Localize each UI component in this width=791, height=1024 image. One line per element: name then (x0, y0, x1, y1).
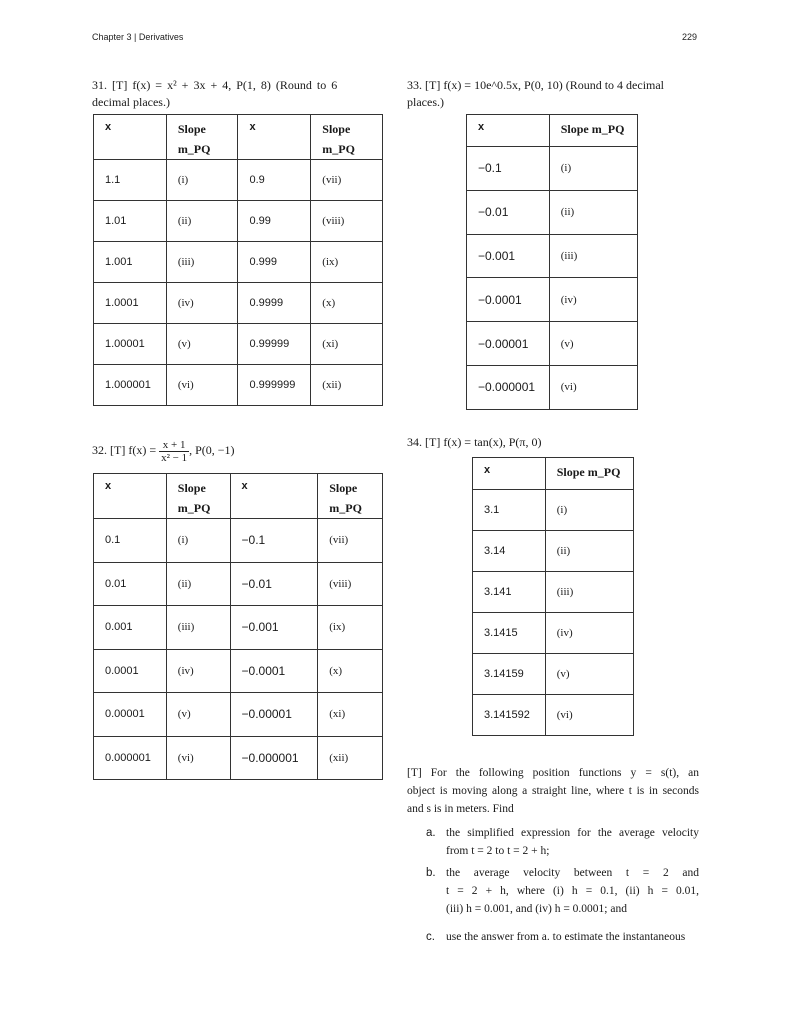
table-cell: 1.000001 (94, 365, 167, 406)
table-cell: 0.001 (94, 606, 167, 650)
col-header: x (230, 474, 318, 519)
col-header: x (94, 474, 167, 519)
list-item-c (426, 928, 699, 948)
table-row (94, 693, 383, 737)
table-cell: (vii) (311, 160, 383, 201)
table-cell: (vi) (166, 736, 230, 780)
item-label: a. (426, 827, 436, 839)
table-row (467, 234, 638, 278)
fraction-numerator: x + 1 (159, 439, 189, 452)
table-row (473, 531, 634, 572)
item-line: (iii) h = 0.001, and (iv) h = 0.0001; and (446, 903, 627, 915)
problem-33-line2: places.) (407, 95, 444, 109)
col-header: x (467, 115, 550, 147)
table-cell: (ii) (166, 562, 230, 606)
table-row (94, 606, 383, 650)
table-cell: (i) (545, 490, 633, 531)
problem-33-statement (407, 75, 699, 112)
table-row (467, 365, 638, 409)
table-cell: (x) (311, 283, 383, 324)
table-cell: 1.00001 (94, 324, 167, 365)
problem-31-line1: 31. [T] f(x) = x² + 3x + 4, P(1, 8) (Round to 6 (92, 78, 338, 92)
table-header-row (473, 458, 634, 490)
col-header: Slope m_PQ (318, 474, 383, 519)
problem-31-statement (92, 75, 382, 112)
table-row (473, 490, 634, 531)
table-cell: 3.1415 (473, 613, 546, 654)
table-cell: −0.01 (467, 190, 550, 234)
problem-32-number: 32. [T] (92, 443, 126, 457)
table-cell: (iv) (545, 613, 633, 654)
problem-34-statement (407, 432, 699, 452)
problem-33-line1: 33. [T] f(x) = 10e^0.5x, P(0, 10) (Round to 4 decimal (407, 78, 665, 92)
col-header: x (94, 115, 167, 160)
table-row (467, 147, 638, 191)
table-cell: (iii) (166, 606, 230, 650)
table-cell: 0.99999 (238, 324, 311, 365)
table-row (467, 322, 638, 366)
table-cell: (v) (166, 693, 230, 737)
item-label: b. (426, 867, 436, 879)
problem-31-table (93, 114, 383, 406)
table-cell: (vii) (318, 519, 383, 563)
table-cell: (iii) (549, 234, 637, 278)
problem-32-point: , P(0, −1) (189, 443, 235, 457)
chapter-title: Chapter 3 | Derivatives (92, 32, 184, 42)
table-cell: 0.999 (238, 242, 311, 283)
table-row (467, 278, 638, 322)
col-header: Slope m_PQ (545, 458, 633, 490)
table-header-row (467, 115, 638, 147)
table-cell: (ix) (318, 606, 383, 650)
table-cell: (xii) (311, 365, 383, 406)
table-row (94, 242, 383, 283)
problem-33-table (466, 114, 638, 410)
table-cell: 0.00001 (94, 693, 167, 737)
fraction-denominator: x² − 1 (161, 451, 188, 464)
table-cell: 0.0001 (94, 649, 167, 693)
table-cell: 3.141592 (473, 695, 546, 736)
position-functions-intro (407, 764, 699, 818)
table-cell: 3.141 (473, 572, 546, 613)
table-cell: (viii) (311, 201, 383, 242)
col-header: Slope m_PQ (166, 474, 230, 519)
table-row (94, 519, 383, 563)
table-cell: (x) (318, 649, 383, 693)
table-cell: 1.1 (94, 160, 167, 201)
table-row (467, 190, 638, 234)
table-cell: (ii) (166, 201, 238, 242)
table-cell: (iii) (545, 572, 633, 613)
col-header: Slope m_PQ (311, 115, 383, 160)
problem-32-lhs: f(x) = (128, 443, 157, 457)
table-cell: 0.9999 (238, 283, 311, 324)
table-cell: −0.01 (230, 562, 318, 606)
list-item-b (426, 864, 699, 922)
table-cell: 1.0001 (94, 283, 167, 324)
table-cell: −0.001 (467, 234, 550, 278)
table-row (473, 695, 634, 736)
table-cell: (i) (549, 147, 637, 191)
table-row (473, 572, 634, 613)
table-cell: (vi) (549, 365, 637, 409)
intro-line: and s is in meters. Find (407, 803, 514, 815)
problem-34-table (472, 457, 634, 736)
page-number: 229 (682, 32, 698, 42)
problem-32-statement (92, 438, 382, 464)
table-cell: −0.00001 (467, 322, 550, 366)
table-cell: (v) (549, 322, 637, 366)
table-cell: (vi) (545, 695, 633, 736)
table-cell: (iv) (549, 278, 637, 322)
item-label: c. (426, 931, 435, 943)
table-cell: (ix) (311, 242, 383, 283)
table-cell: −0.1 (467, 147, 550, 191)
table-cell: (ii) (549, 190, 637, 234)
table-row (94, 160, 383, 201)
table-cell: 1.001 (94, 242, 167, 283)
table-row (473, 654, 634, 695)
table-cell: −0.1 (230, 519, 318, 563)
intro-line: object is moving along a straight line, where t is in seconds (407, 785, 699, 797)
table-cell: 0.999999 (238, 365, 311, 406)
table-cell: (v) (166, 324, 238, 365)
col-header: Slope m_PQ (549, 115, 637, 147)
item-line: use the answer from a. to estimate the instantaneous (446, 931, 686, 943)
table-cell: (viii) (318, 562, 383, 606)
item-line: from t = 2 to t = 2 + h; (446, 845, 550, 857)
table-cell: 0.9 (238, 160, 311, 201)
table-cell: 3.14159 (473, 654, 546, 695)
table-row (94, 649, 383, 693)
table-row (94, 562, 383, 606)
table-cell: (xi) (311, 324, 383, 365)
item-line: the average velocity between t = 2 and (446, 867, 699, 879)
list-item-a (426, 824, 699, 864)
table-cell: −0.000001 (230, 736, 318, 780)
table-header-row (94, 474, 383, 519)
table-cell: −0.001 (230, 606, 318, 650)
table-cell: −0.00001 (230, 693, 318, 737)
table-row (94, 736, 383, 780)
table-cell: −0.0001 (467, 278, 550, 322)
table-cell: 0.1 (94, 519, 167, 563)
problem-32-table (93, 473, 383, 780)
col-header: x (473, 458, 546, 490)
table-cell: (xii) (318, 736, 383, 780)
table-cell: (i) (166, 160, 238, 201)
col-header: x (238, 115, 311, 160)
table-cell: (xi) (318, 693, 383, 737)
intro-line: [T] For the following position functions y = s(t), an (407, 767, 699, 779)
table-cell: (ii) (545, 531, 633, 572)
col-header: Slope m_PQ (166, 115, 238, 160)
table-cell: (iv) (166, 649, 230, 693)
table-header-row (94, 115, 383, 160)
table-cell: 0.99 (238, 201, 311, 242)
table-cell: (i) (166, 519, 230, 563)
table-row (94, 201, 383, 242)
table-row (94, 283, 383, 324)
table-row (473, 613, 634, 654)
table-cell: 3.1 (473, 490, 546, 531)
table-cell: 3.14 (473, 531, 546, 572)
table-cell: 0.01 (94, 562, 167, 606)
table-cell: (iv) (166, 283, 238, 324)
problem-32-fraction (159, 439, 189, 464)
item-line: the simplified expression for the average velocity (446, 827, 699, 839)
table-cell: −0.0001 (230, 649, 318, 693)
problem-34-line1: 34. [T] f(x) = tan(x), P(π, 0) (407, 435, 542, 449)
table-cell: 0.000001 (94, 736, 167, 780)
table-cell: −0.000001 (467, 365, 550, 409)
problem-31-line2: decimal places.) (92, 95, 170, 109)
table-cell: 1.01 (94, 201, 167, 242)
table-row (94, 324, 383, 365)
table-cell: (iii) (166, 242, 238, 283)
table-cell: (v) (545, 654, 633, 695)
table-cell: (vi) (166, 365, 238, 406)
table-row (94, 365, 383, 406)
item-line: t = 2 + h, where (i) h = 0.1, (ii) h = 0.01, (446, 885, 699, 897)
